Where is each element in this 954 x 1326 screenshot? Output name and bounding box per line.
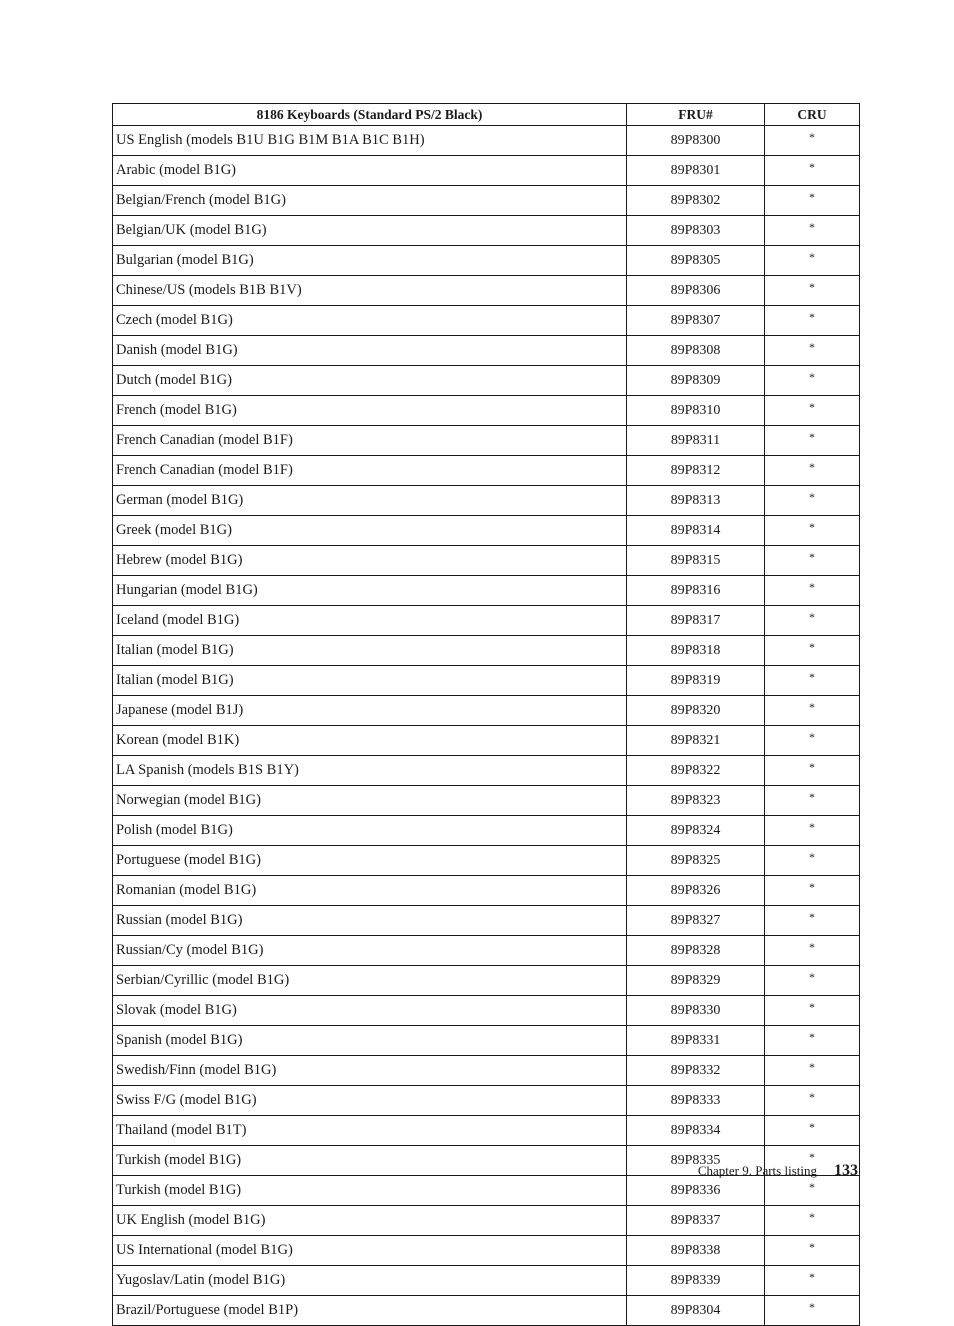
- table-row: [113, 486, 860, 516]
- table-row: [113, 576, 860, 606]
- row-description: Danish (model B1G): [113, 336, 627, 366]
- row-cru-marker: *: [765, 876, 860, 906]
- page-footer: [698, 1162, 858, 1180]
- row-fru-number: 89P8335: [627, 1146, 765, 1176]
- row-description: Japanese (model B1J): [113, 696, 627, 726]
- row-description: French (model B1G): [113, 396, 627, 426]
- row-fru-number: 89P8339: [627, 1266, 765, 1296]
- row-description: Hebrew (model B1G): [113, 546, 627, 576]
- row-fru-number: 89P8331: [627, 1026, 765, 1056]
- table-header-row: [113, 104, 860, 126]
- table-row: [113, 606, 860, 636]
- row-description: German (model B1G): [113, 486, 627, 516]
- table-row: [113, 186, 860, 216]
- row-cru-marker: *: [765, 1116, 860, 1146]
- table-row: [113, 786, 860, 816]
- table-row: [113, 456, 860, 486]
- row-cru-marker: *: [765, 1296, 860, 1326]
- row-description: UK English (model B1G): [113, 1206, 627, 1236]
- row-fru-number: 89P8311: [627, 426, 765, 456]
- row-cru-marker: *: [765, 186, 860, 216]
- row-fru-number: 89P8314: [627, 516, 765, 546]
- row-cru-marker: *: [765, 966, 860, 996]
- row-description: Swiss F/G (model B1G): [113, 1086, 627, 1116]
- row-fru-number: 89P8309: [627, 366, 765, 396]
- table-row: [113, 306, 860, 336]
- row-fru-number: 89P8301: [627, 156, 765, 186]
- row-fru-number: 89P8312: [627, 456, 765, 486]
- row-cru-marker: *: [765, 246, 860, 276]
- row-cru-marker: *: [765, 396, 860, 426]
- row-description: Norwegian (model B1G): [113, 786, 627, 816]
- row-description: Greek (model B1G): [113, 516, 627, 546]
- row-cru-marker: *: [765, 546, 860, 576]
- row-fru-number: 89P8322: [627, 756, 765, 786]
- row-fru-number: 89P8325: [627, 846, 765, 876]
- row-cru-marker: *: [765, 726, 860, 756]
- table-row: [113, 876, 860, 906]
- row-cru-marker: *: [765, 306, 860, 336]
- row-fru-number: 89P8319: [627, 666, 765, 696]
- table-row: [113, 636, 860, 666]
- row-description: French Canadian (model B1F): [113, 456, 627, 486]
- table-row: [113, 846, 860, 876]
- row-description: Korean (model B1K): [113, 726, 627, 756]
- table-row: [113, 426, 860, 456]
- table-row: [113, 1206, 860, 1236]
- row-fru-number: 89P8326: [627, 876, 765, 906]
- row-cru-marker: *: [765, 1236, 860, 1266]
- row-description: Swedish/Finn (model B1G): [113, 1056, 627, 1086]
- table-row: [113, 156, 860, 186]
- table-row: [113, 1056, 860, 1086]
- row-fru-number: 89P8318: [627, 636, 765, 666]
- row-description: Chinese/US (models B1B B1V): [113, 276, 627, 306]
- row-fru-number: 89P8317: [627, 606, 765, 636]
- row-fru-number: 89P8320: [627, 696, 765, 726]
- row-cru-marker: *: [765, 156, 860, 186]
- keyboards-parts-table: [112, 103, 860, 1326]
- row-cru-marker: *: [765, 606, 860, 636]
- row-fru-number: 89P8324: [627, 816, 765, 846]
- table-row: [113, 936, 860, 966]
- table-row: [113, 906, 860, 936]
- row-cru-marker: *: [765, 1146, 860, 1176]
- row-fru-number: 89P8337: [627, 1206, 765, 1236]
- table-row: [113, 1086, 860, 1116]
- table-row: [113, 1266, 860, 1296]
- row-cru-marker: *: [765, 1086, 860, 1116]
- row-fru-number: 89P8306: [627, 276, 765, 306]
- row-fru-number: 89P8303: [627, 216, 765, 246]
- row-description: Polish (model B1G): [113, 816, 627, 846]
- table-row: [113, 396, 860, 426]
- table-body: [113, 126, 860, 1326]
- row-cru-marker: *: [765, 336, 860, 366]
- row-fru-number: 89P8316: [627, 576, 765, 606]
- row-description: Hungarian (model B1G): [113, 576, 627, 606]
- row-description: Thailand (model B1T): [113, 1116, 627, 1146]
- header-fru: FRU#: [627, 104, 765, 126]
- row-description: LA Spanish (models B1S B1Y): [113, 756, 627, 786]
- row-fru-number: 89P8330: [627, 996, 765, 1026]
- row-description: Belgian/UK (model B1G): [113, 216, 627, 246]
- row-fru-number: 89P8307: [627, 306, 765, 336]
- table-row: [113, 666, 860, 696]
- row-cru-marker: *: [765, 1026, 860, 1056]
- table-row: [113, 546, 860, 576]
- row-cru-marker: *: [765, 456, 860, 486]
- row-cru-marker: *: [765, 1176, 860, 1206]
- row-cru-marker: *: [765, 936, 860, 966]
- table-row: [113, 996, 860, 1026]
- table-row: [113, 1116, 860, 1146]
- row-cru-marker: *: [765, 756, 860, 786]
- row-description: Romanian (model B1G): [113, 876, 627, 906]
- table-row: [113, 1026, 860, 1056]
- table-row: [113, 756, 860, 786]
- row-description: Russian (model B1G): [113, 906, 627, 936]
- table-row: [113, 696, 860, 726]
- row-fru-number: 89P8328: [627, 936, 765, 966]
- row-fru-number: 89P8329: [627, 966, 765, 996]
- row-fru-number: 89P8315: [627, 546, 765, 576]
- table-row: [113, 336, 860, 366]
- row-cru-marker: *: [765, 126, 860, 156]
- table-row: [113, 726, 860, 756]
- row-description: US International (model B1G): [113, 1236, 627, 1266]
- row-description: Brazil/Portuguese (model B1P): [113, 1296, 627, 1326]
- row-fru-number: 89P8302: [627, 186, 765, 216]
- row-fru-number: 89P8333: [627, 1086, 765, 1116]
- row-cru-marker: *: [765, 276, 860, 306]
- row-description: Bulgarian (model B1G): [113, 246, 627, 276]
- row-fru-number: 89P8321: [627, 726, 765, 756]
- table-row: [113, 126, 860, 156]
- row-fru-number: 89P8308: [627, 336, 765, 366]
- row-description: Serbian/Cyrillic (model B1G): [113, 966, 627, 996]
- row-cru-marker: *: [765, 1266, 860, 1296]
- row-fru-number: 89P8304: [627, 1296, 765, 1326]
- row-cru-marker: *: [765, 426, 860, 456]
- row-cru-marker: *: [765, 846, 860, 876]
- row-fru-number: 89P8313: [627, 486, 765, 516]
- chapter-label: Chapter 9. Parts listing: [697, 1163, 817, 1178]
- row-description: Slovak (model B1G): [113, 996, 627, 1026]
- row-description: Italian (model B1G): [113, 666, 627, 696]
- table-row: [113, 966, 860, 996]
- row-cru-marker: *: [765, 786, 860, 816]
- row-description: Czech (model B1G): [113, 306, 627, 336]
- row-description: Dutch (model B1G): [113, 366, 627, 396]
- row-fru-number: 89P8305: [627, 246, 765, 276]
- row-description: Arabic (model B1G): [113, 156, 627, 186]
- row-fru-number: 89P8332: [627, 1056, 765, 1086]
- table-row: [113, 516, 860, 546]
- row-description: Turkish (model B1G): [113, 1146, 627, 1176]
- row-description: Italian (model B1G): [113, 636, 627, 666]
- row-fru-number: 89P8338: [627, 1236, 765, 1266]
- row-description: Iceland (model B1G): [113, 606, 627, 636]
- row-fru-number: 89P8334: [627, 1116, 765, 1146]
- row-cru-marker: *: [765, 516, 860, 546]
- row-cru-marker: *: [765, 906, 860, 936]
- table-row: [113, 816, 860, 846]
- row-cru-marker: *: [765, 1056, 860, 1086]
- row-cru-marker: *: [765, 216, 860, 246]
- row-description: Yugoslav/Latin (model B1G): [113, 1266, 627, 1296]
- table-row: [113, 216, 860, 246]
- row-description: Spanish (model B1G): [113, 1026, 627, 1056]
- row-cru-marker: *: [765, 366, 860, 396]
- row-fru-number: 89P8336: [627, 1176, 765, 1206]
- row-fru-number: 89P8327: [627, 906, 765, 936]
- row-cru-marker: *: [765, 576, 860, 606]
- row-cru-marker: *: [765, 816, 860, 846]
- table-row: [113, 1296, 860, 1326]
- table-row: [113, 276, 860, 306]
- table-row: [113, 366, 860, 396]
- row-description: Belgian/French (model B1G): [113, 186, 627, 216]
- table-row: [113, 1176, 860, 1206]
- table-row: [113, 1236, 860, 1266]
- row-fru-number: 89P8323: [627, 786, 765, 816]
- row-cru-marker: *: [765, 696, 860, 726]
- row-cru-marker: *: [765, 1206, 860, 1236]
- row-description: Portuguese (model B1G): [113, 846, 627, 876]
- table-row: [113, 246, 860, 276]
- row-cru-marker: *: [765, 996, 860, 1026]
- header-description: 8186 Keyboards (Standard PS/2 Black): [113, 104, 627, 126]
- row-cru-marker: *: [765, 666, 860, 696]
- row-cru-marker: *: [765, 486, 860, 516]
- row-description: Russian/Cy (model B1G): [113, 936, 627, 966]
- header-cru: CRU: [765, 104, 860, 126]
- row-description: French Canadian (model B1F): [113, 426, 627, 456]
- row-fru-number: 89P8300: [627, 126, 765, 156]
- row-description: Turkish (model B1G): [113, 1176, 627, 1206]
- row-description: US English (models B1U B1G B1M B1A B1C B1H): [113, 126, 627, 156]
- page-number: 133: [834, 1162, 858, 1179]
- row-fru-number: 89P8310: [627, 396, 765, 426]
- row-cru-marker: *: [765, 636, 860, 666]
